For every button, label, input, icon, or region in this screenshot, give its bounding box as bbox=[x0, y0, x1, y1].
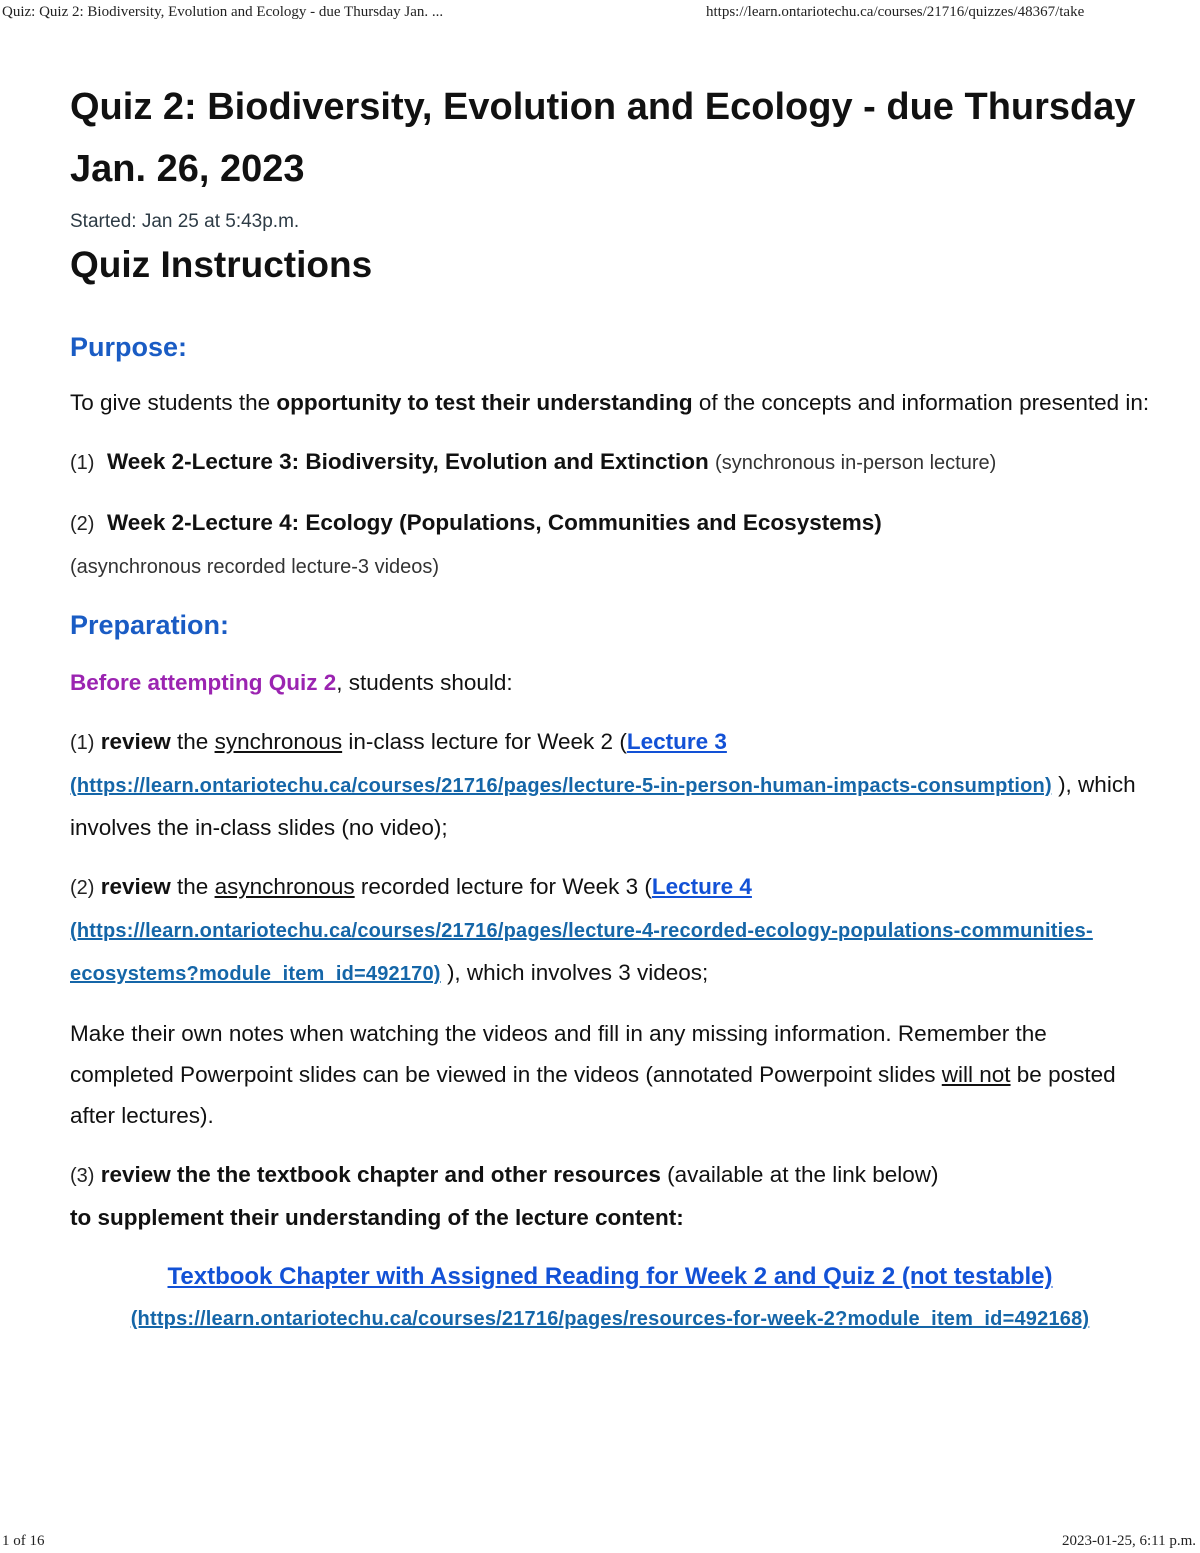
preparation-step-1 bbox=[70, 721, 1150, 848]
step-2-text-b: recorded lecture for Week 3 ( bbox=[354, 874, 652, 899]
purpose-intro-text-a: To give students the bbox=[70, 390, 277, 415]
step-1-verb: review bbox=[100, 729, 171, 754]
textbook-url-link[interactable]: (https://learn.ontariotechu.ca/courses/21716/pages/resources-for-week-2?module_item_id=492168) bbox=[130, 1308, 1090, 1330]
preparation-step-3 bbox=[70, 1154, 1150, 1238]
preparation-highlight: Before attempting Quiz 2 bbox=[70, 670, 337, 695]
purpose-item-1-number: (1) bbox=[70, 452, 95, 474]
print-timestamp: 2023-01-25, 6:11 p.m. bbox=[1061, 1533, 1196, 1549]
preparation-heading: Preparation: bbox=[70, 610, 230, 640]
purpose-intro-bold: opportunity to test their understanding bbox=[276, 390, 693, 415]
lecture-3-link[interactable]: Lecture 3 bbox=[626, 729, 727, 754]
lecture-4-url-link[interactable]: (https://learn.ontariotechu.ca/courses/21716/pages/lecture-4-recorded-ecology-populations-communities-ecosystems?module_item_id=492170) bbox=[70, 920, 1093, 985]
lecture-4-link[interactable]: Lecture 4 bbox=[651, 874, 752, 899]
step-3-number: (3) bbox=[70, 1165, 95, 1187]
step-2-number: (2) bbox=[70, 877, 95, 899]
purpose-intro-text-b: of the concepts and information presented in: bbox=[692, 390, 1150, 415]
notes-text-a: Make their own notes when watching the videos and fill in any missing information. Remember the completed Powerpoint slides can be viewed in the videos (annotated Powerpoint slides bbox=[70, 1021, 1047, 1087]
preparation-intro bbox=[70, 662, 1150, 703]
step-1-text-b: in-class lecture for Week 2 ( bbox=[342, 729, 627, 754]
step-1-number: (1) bbox=[70, 732, 95, 754]
quiz-content bbox=[70, 76, 1150, 1340]
quiz-title: Quiz 2: Biodiversity, Evolution and Ecology - due Thursday Jan. 26, 2023 bbox=[70, 86, 1136, 190]
page-number: 1 of 16 bbox=[2, 1533, 45, 1549]
preparation-notes bbox=[70, 1013, 1150, 1136]
lecture-3-url-link[interactable]: (https://learn.ontariotechu.ca/courses/21716/pages/lecture-5-in-person-human-impacts-consumption) bbox=[70, 775, 1052, 797]
step-2-text-a: the bbox=[170, 874, 215, 899]
print-header-title: Quiz: Quiz 2: Biodiversity, Evolution and Ecology - due Thursday Jan. ... bbox=[2, 4, 444, 20]
step-1-text-a: the bbox=[170, 729, 215, 754]
step-2-verb: review bbox=[100, 874, 171, 899]
preparation-step-2 bbox=[70, 866, 1150, 995]
print-footer bbox=[0, 1533, 1200, 1553]
preparation-intro-rest: , students should: bbox=[336, 670, 513, 695]
notes-text-b: be posted after lectures). bbox=[70, 1062, 1116, 1128]
purpose-item-2-note: (asynchronous recorded lecture-3 videos) bbox=[70, 556, 440, 578]
textbook-chapter-link[interactable]: Textbook Chapter with Assigned Reading for Week 2 and Quiz 2 (not testable) bbox=[167, 1263, 1053, 1290]
purpose-item-2-title: Week 2-Lecture 4: Ecology (Populations, Communities and Ecosystems) bbox=[106, 510, 882, 535]
step-2-underlined: asynchronous bbox=[214, 874, 355, 899]
step-1-text-c: ), which involves the in-class slides (no video); bbox=[70, 772, 1136, 840]
purpose-item-2 bbox=[70, 502, 1150, 588]
purpose-item-1-note: (synchronous in-person lecture) bbox=[715, 452, 997, 474]
print-header bbox=[0, 4, 1200, 26]
step-3-bold-a: review the the textbook chapter and other resources bbox=[100, 1162, 661, 1187]
step-3-bold-b: to supplement their understanding of the lecture content: bbox=[70, 1205, 684, 1230]
step-3-plain: (available at the link below) bbox=[660, 1162, 939, 1187]
step-2-text-c: ), which involves 3 videos; bbox=[440, 960, 709, 985]
purpose-item-2-number: (2) bbox=[70, 513, 95, 535]
step-1-underlined: synchronous bbox=[214, 729, 343, 754]
purpose-item-1-title: Week 2-Lecture 3: Biodiversity, Evolution and Extinction bbox=[106, 449, 709, 474]
purpose-intro bbox=[70, 382, 1150, 423]
quiz-started-time: Started: Jan 25 at 5:43p.m. bbox=[70, 211, 300, 232]
textbook-link-block bbox=[70, 1256, 1150, 1340]
purpose-heading: Purpose: bbox=[70, 332, 188, 362]
notes-underlined: will not bbox=[941, 1062, 1011, 1087]
purpose-item-1 bbox=[70, 441, 1150, 484]
quiz-instructions-heading: Quiz Instructions bbox=[70, 244, 373, 285]
print-header-url: https://learn.ontariotechu.ca/courses/21716/quizzes/48367/take bbox=[706, 4, 1085, 20]
